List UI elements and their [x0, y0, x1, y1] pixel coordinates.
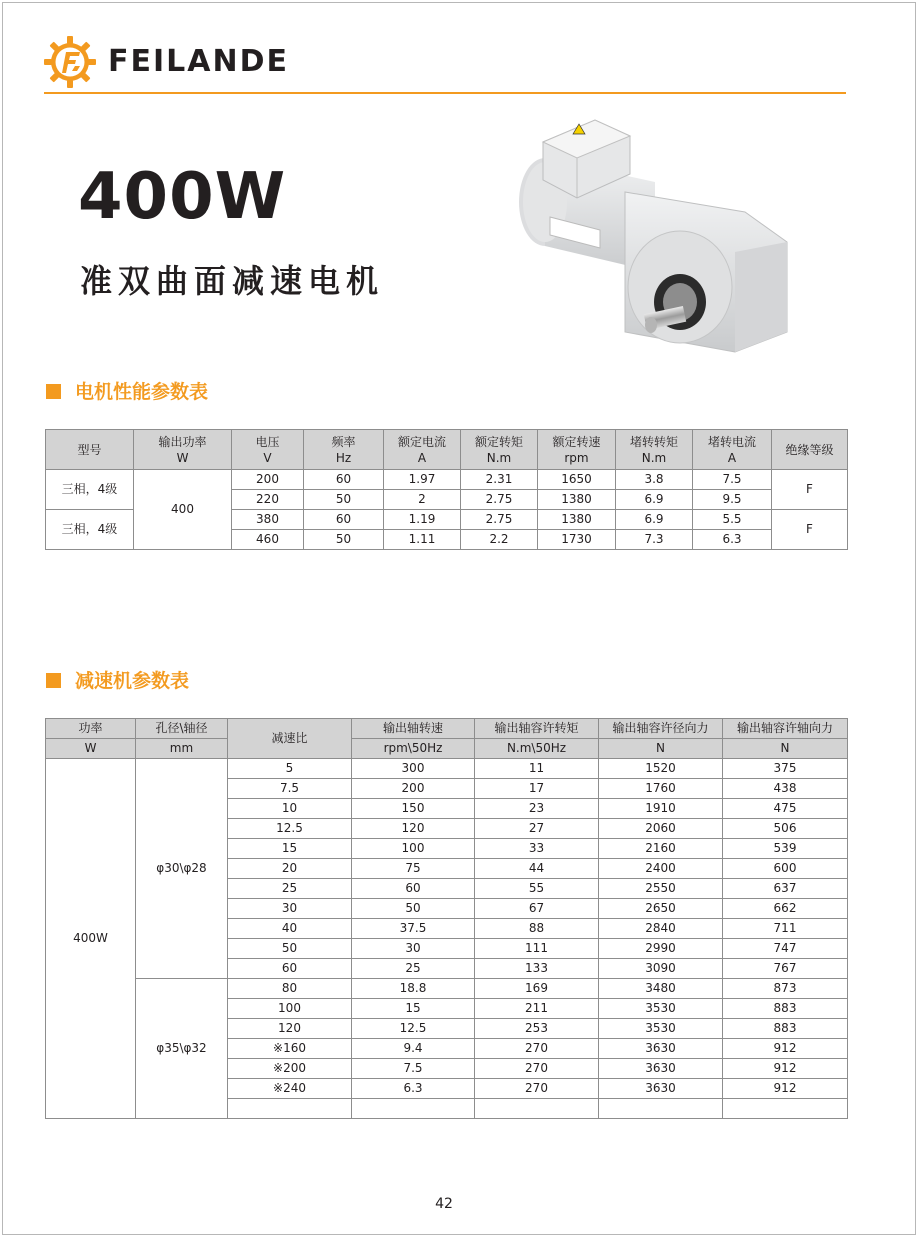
table-row: 460 50 1.11 2.2 1730 7.3 6.3 [46, 530, 848, 550]
table-cell: 10 [228, 799, 352, 819]
header-power: 功率 [46, 719, 136, 739]
table-cell: 3090 [599, 959, 723, 979]
table-cell [599, 1099, 723, 1119]
table-cell: 30 [228, 899, 352, 919]
table-cell: 3530 [599, 999, 723, 1019]
table-header-row [46, 430, 848, 470]
table-cell: 3630 [599, 1059, 723, 1079]
table-cell: 270 [475, 1059, 599, 1079]
table-cell: 17 [475, 779, 599, 799]
header-rule [44, 92, 846, 94]
table-cell: 637 [723, 879, 848, 899]
table-cell: 438 [723, 779, 848, 799]
table-cell: 88 [475, 919, 599, 939]
table-cell: 23 [475, 799, 599, 819]
bore-cell: φ30\φ28 [136, 759, 228, 979]
table-cell: 100 [352, 839, 475, 859]
gearbox-parameter-table [45, 718, 848, 1119]
header-insulation-class: 绝缘等级 [772, 430, 848, 470]
table-cell: 253 [475, 1019, 599, 1039]
table-cell: 2400 [599, 859, 723, 879]
table-cell: 1910 [599, 799, 723, 819]
table-cell: 169 [475, 979, 599, 999]
table-cell: 25 [228, 879, 352, 899]
table-cell: 75 [352, 859, 475, 879]
header-radial-load: 输出轴容许径向力 [599, 719, 723, 739]
table-cell: 120 [352, 819, 475, 839]
model-cell: 三相，4级 [46, 510, 134, 550]
table-cell: 539 [723, 839, 848, 859]
table-cell: 883 [723, 1019, 848, 1039]
table-cell: 300 [352, 759, 475, 779]
table-cell: 506 [723, 819, 848, 839]
header-model: 型号 [46, 430, 134, 470]
table-cell: ※200 [228, 1059, 352, 1079]
table-row: 三相，4级 400 200 60 1.97 2.31 1650 3.8 7.5 F [46, 470, 848, 490]
product-name: 准双曲面减速电机 [80, 262, 385, 300]
table-cell: 40 [228, 919, 352, 939]
page-number: 42 [435, 1196, 453, 1212]
bore-cell: φ35\φ32 [136, 979, 228, 1119]
table-cell [723, 1099, 848, 1119]
table-cell: 20 [228, 859, 352, 879]
table-cell: 60 [228, 959, 352, 979]
table-cell: 60 [352, 879, 475, 899]
table-cell: 912 [723, 1039, 848, 1059]
header-rated-torque: 额定转矩 N.m [461, 430, 538, 470]
table-header-units-row: W mm rpm\50Hz N.m\50Hz N N [46, 739, 848, 759]
table-cell: 30 [352, 939, 475, 959]
table-cell: 2060 [599, 819, 723, 839]
table-cell: 2160 [599, 839, 723, 859]
header-ratio: 减速比 [228, 719, 352, 759]
table-cell: 1760 [599, 779, 723, 799]
table-cell: 600 [723, 859, 848, 879]
table-cell: 6.3 [352, 1079, 475, 1099]
table-cell: 747 [723, 939, 848, 959]
table-row [46, 979, 848, 999]
table-row: 220 50 2 2.75 1380 6.9 9.5 [46, 490, 848, 510]
header-output-speed: 输出轴转速 [352, 719, 475, 739]
header-output-power: 输出功率 W [134, 430, 232, 470]
table-cell: 7.5 [352, 1059, 475, 1079]
table-cell: 475 [723, 799, 848, 819]
table-cell: 12.5 [352, 1019, 475, 1039]
output-power-cell: 400 [134, 470, 232, 550]
header-locked-torque: 堵转转矩 N.m [616, 430, 693, 470]
power-cell: 400W [46, 759, 136, 1119]
table-cell: ※240 [228, 1079, 352, 1099]
table-cell: 27 [475, 819, 599, 839]
table-cell: 18.8 [352, 979, 475, 999]
table-cell: 15 [352, 999, 475, 1019]
table-cell: 37.5 [352, 919, 475, 939]
header-axial-load: 输出轴容许轴向力 [723, 719, 848, 739]
table-cell: 120 [228, 1019, 352, 1039]
motor-performance-table [45, 429, 848, 550]
table-cell: 200 [352, 779, 475, 799]
table-cell: ※160 [228, 1039, 352, 1059]
table-cell: 3530 [599, 1019, 723, 1039]
product-power-title: 400W [78, 160, 287, 234]
table-cell: 3630 [599, 1079, 723, 1099]
table-cell: 1520 [599, 759, 723, 779]
table-cell: 133 [475, 959, 599, 979]
insulation-cell: F [772, 510, 848, 550]
gearbox-section-title: 减速机参数表 [46, 666, 189, 693]
brand-name: FEILANDE [108, 44, 289, 79]
table-cell: 50 [228, 939, 352, 959]
table-cell: 2550 [599, 879, 723, 899]
table-cell: 3630 [599, 1039, 723, 1059]
model-cell: 三相，4级 [46, 470, 134, 510]
table-cell: 15 [228, 839, 352, 859]
table-cell: 7.5 [228, 779, 352, 799]
table-cell: 9.4 [352, 1039, 475, 1059]
header-frequency: 频率 Hz [304, 430, 384, 470]
section-bullet-icon [46, 384, 61, 399]
header-locked-current: 堵转电流 A [693, 430, 772, 470]
header-voltage: 电压 V [232, 430, 304, 470]
table-cell: 33 [475, 839, 599, 859]
table-cell: 270 [475, 1039, 599, 1059]
table-cell: 5 [228, 759, 352, 779]
header-allowable-torque: 输出轴容许转矩 [475, 719, 599, 739]
section-bullet-icon [46, 673, 61, 688]
table-cell: 111 [475, 939, 599, 959]
insulation-cell: F [772, 470, 848, 510]
table-cell: 2990 [599, 939, 723, 959]
table-cell: 12.5 [228, 819, 352, 839]
table-cell [475, 1099, 599, 1119]
table-cell: 912 [723, 1079, 848, 1099]
table-cell: 67 [475, 899, 599, 919]
header-bore: 孔径\轴径 [136, 719, 228, 739]
table-cell: 25 [352, 959, 475, 979]
table-cell: 100 [228, 999, 352, 1019]
table-cell: 2650 [599, 899, 723, 919]
gear-motor-image [505, 112, 805, 367]
table-cell: 270 [475, 1079, 599, 1099]
table-cell: 50 [352, 899, 475, 919]
table-cell: 55 [475, 879, 599, 899]
header-rated-current: 额定电流 A [384, 430, 461, 470]
motor-performance-section-title: 电机性能参数表 [46, 377, 208, 404]
table-cell: 11 [475, 759, 599, 779]
table-cell: 211 [475, 999, 599, 1019]
table-cell: 2840 [599, 919, 723, 939]
table-cell: 150 [352, 799, 475, 819]
feilande-gear-logo-icon [44, 36, 96, 88]
table-cell: 767 [723, 959, 848, 979]
table-cell: 873 [723, 979, 848, 999]
table-cell: 44 [475, 859, 599, 879]
table-cell [352, 1099, 475, 1119]
table-cell: 80 [228, 979, 352, 999]
table-cell: 662 [723, 899, 848, 919]
table-cell: 3480 [599, 979, 723, 999]
table-header-row [46, 719, 848, 739]
table-cell: 711 [723, 919, 848, 939]
header-rated-speed: 额定转速 rpm [538, 430, 616, 470]
table-cell: 883 [723, 999, 848, 1019]
table-row: 三相，4级 380 60 1.19 2.75 1380 6.9 5.5 F [46, 510, 848, 530]
table-row [46, 759, 848, 779]
table-cell [228, 1099, 352, 1119]
table-cell: 912 [723, 1059, 848, 1079]
table-cell: 375 [723, 759, 848, 779]
